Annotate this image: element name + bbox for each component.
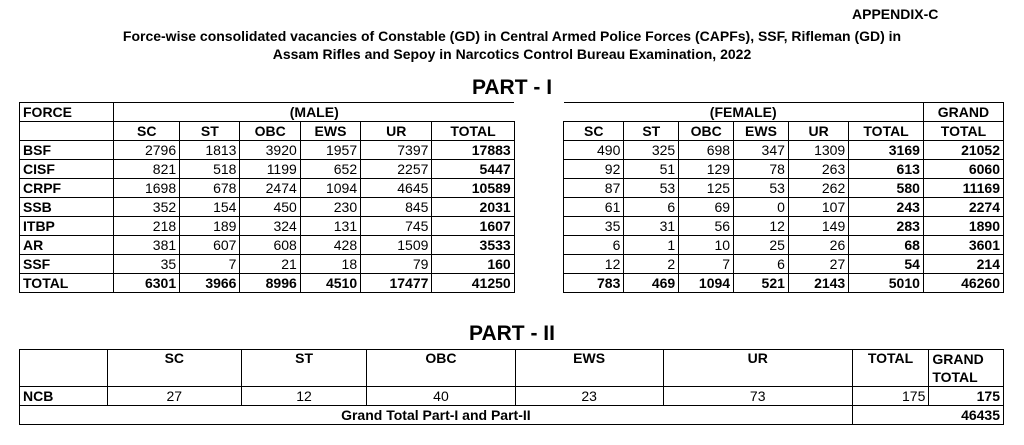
female-value-cell: 6 xyxy=(734,255,789,274)
female-value-cell: 31 xyxy=(624,217,679,236)
male-value-cell: 3920 xyxy=(240,141,300,160)
female-value-cell: 783 xyxy=(564,274,624,293)
female-value-cell: 10 xyxy=(679,236,734,255)
female-value-cell: 27 xyxy=(788,255,848,274)
grand-total-row xyxy=(20,406,1004,425)
male-value-cell: 17477 xyxy=(361,274,432,293)
male-total-cell: 10589 xyxy=(432,179,514,198)
male-col-ews: EWS xyxy=(300,122,360,141)
female-total-cell: 283 xyxy=(849,217,924,236)
grand-header: GRAND xyxy=(923,103,1003,122)
male-value-cell: 1094 xyxy=(300,179,360,198)
male-value-cell: 4510 xyxy=(300,274,360,293)
grand-total-cell: 11169 xyxy=(923,179,1003,198)
female-value-cell: 78 xyxy=(734,160,789,179)
male-value-cell: 230 xyxy=(300,198,360,217)
male-value-cell: 608 xyxy=(240,236,300,255)
value-cell: 27 xyxy=(107,387,241,406)
male-total-cell: 41250 xyxy=(432,274,514,293)
table-gap xyxy=(514,236,563,255)
female-value-cell: 35 xyxy=(564,217,624,236)
female-value-cell: 2 xyxy=(624,255,679,274)
table-gap xyxy=(514,217,563,236)
male-value-cell: 35 xyxy=(114,255,180,274)
male-value-cell: 1698 xyxy=(114,179,180,198)
female-value-cell: 125 xyxy=(679,179,734,198)
female-value-cell: 2143 xyxy=(788,274,848,293)
male-col-sc: SC xyxy=(114,122,180,141)
female-value-cell: 92 xyxy=(564,160,624,179)
female-total-cell: 613 xyxy=(849,160,924,179)
table-row xyxy=(20,236,1004,255)
force-name: BSF xyxy=(20,141,114,160)
male-value-cell: 450 xyxy=(240,198,300,217)
male-value-cell: 189 xyxy=(180,217,240,236)
female-value-cell: 149 xyxy=(788,217,848,236)
female-col-obc: OBC xyxy=(679,122,734,141)
female-value-cell: 12 xyxy=(564,255,624,274)
table-gap xyxy=(514,274,563,293)
force-name: TOTAL xyxy=(20,274,114,293)
male-value-cell: 2796 xyxy=(114,141,180,160)
female-total-cell: 68 xyxy=(849,236,924,255)
male-value-cell: 678 xyxy=(180,179,240,198)
male-total-cell: 160 xyxy=(432,255,514,274)
grand-total-header: TOTAL xyxy=(923,122,1003,141)
female-value-cell: 469 xyxy=(624,274,679,293)
grand-total-value: 46435 xyxy=(852,406,1003,425)
heading-line-1: Force-wise consolidated vacancies of Constable (GD) in Central Armed Police Forces (CAPFs), SSF, Rifleman (GD) in xyxy=(122,28,902,44)
female-value-cell: 6 xyxy=(564,236,624,255)
table-gap xyxy=(514,160,563,179)
part-2-ncb-row xyxy=(20,387,1004,406)
female-total-cell: 580 xyxy=(849,179,924,198)
force-name: AR xyxy=(20,236,114,255)
value-cell: 40 xyxy=(367,387,515,406)
female-value-cell: 51 xyxy=(624,160,679,179)
male-value-cell: 21 xyxy=(240,255,300,274)
male-col-ur: UR xyxy=(361,122,432,141)
male-value-cell: 607 xyxy=(180,236,240,255)
male-value-cell: 7397 xyxy=(361,141,432,160)
male-value-cell: 518 xyxy=(180,160,240,179)
part-2-header-row xyxy=(20,350,1004,387)
female-value-cell: 53 xyxy=(734,179,789,198)
part-2-force-header-cell xyxy=(20,350,108,387)
grand-total-cell: 175 xyxy=(929,387,1004,406)
force-header: FORCE xyxy=(20,103,114,122)
female-value-cell: 521 xyxy=(734,274,789,293)
part-2-col-ur: UR xyxy=(663,350,852,387)
total-cell: 175 xyxy=(852,387,929,406)
table-gap xyxy=(514,179,563,198)
female-col-sc: SC xyxy=(564,122,624,141)
male-value-cell: 1813 xyxy=(180,141,240,160)
female-total-cell: 243 xyxy=(849,198,924,217)
value-cell: 23 xyxy=(515,387,663,406)
female-value-cell: 12 xyxy=(734,217,789,236)
female-value-cell: 69 xyxy=(679,198,734,217)
part-2-col-obc: OBC xyxy=(367,350,515,387)
female-value-cell: 0 xyxy=(734,198,789,217)
female-col-ur: UR xyxy=(788,122,848,141)
part-1-header-row-1 xyxy=(20,103,1004,122)
force-name: NCB xyxy=(20,387,108,406)
grand-total-cell: 46260 xyxy=(923,274,1003,293)
table-row xyxy=(20,217,1004,236)
male-value-cell: 1199 xyxy=(240,160,300,179)
female-value-cell: 87 xyxy=(564,179,624,198)
male-value-cell: 154 xyxy=(180,198,240,217)
female-total-cell: 54 xyxy=(849,255,924,274)
male-value-cell: 1957 xyxy=(300,141,360,160)
male-header: (MALE) xyxy=(114,103,514,122)
male-value-cell: 6301 xyxy=(114,274,180,293)
grand-total-cell: 3601 xyxy=(923,236,1003,255)
male-value-cell: 845 xyxy=(361,198,432,217)
female-value-cell: 7 xyxy=(679,255,734,274)
value-cell: 12 xyxy=(241,387,367,406)
female-value-cell: 61 xyxy=(564,198,624,217)
force-name: CRPF xyxy=(20,179,114,198)
part-2-grand-total-header xyxy=(929,350,1004,387)
female-value-cell: 263 xyxy=(788,160,848,179)
male-total-cell: 2031 xyxy=(432,198,514,217)
female-value-cell: 53 xyxy=(624,179,679,198)
table-row xyxy=(20,255,1004,274)
part-2-col-st: ST xyxy=(241,350,367,387)
male-col-obc: OBC xyxy=(240,122,300,141)
female-value-cell: 129 xyxy=(679,160,734,179)
force-name: SSF xyxy=(20,255,114,274)
table-gap xyxy=(514,122,563,141)
table-row xyxy=(20,274,1004,293)
part-2-grand-total-label: TOTAL xyxy=(932,369,978,385)
male-total-cell: 5447 xyxy=(432,160,514,179)
part-2-grand-label: GRAND xyxy=(932,351,984,367)
male-value-cell: 131 xyxy=(300,217,360,236)
female-col-st: ST xyxy=(624,122,679,141)
value-cell: 73 xyxy=(663,387,852,406)
male-col-total: TOTAL xyxy=(432,122,514,141)
part-2-col-ews: EWS xyxy=(515,350,663,387)
male-value-cell: 324 xyxy=(240,217,300,236)
female-value-cell: 6 xyxy=(624,198,679,217)
female-value-cell: 698 xyxy=(679,141,734,160)
table-row xyxy=(20,160,1004,179)
male-total-cell: 17883 xyxy=(432,141,514,160)
male-value-cell: 2257 xyxy=(361,160,432,179)
heading-line-2: Assam Rifles and Sepoy in Narcotics Control Bureau Examination, 2022 xyxy=(272,46,752,62)
male-total-cell: 3533 xyxy=(432,236,514,255)
male-value-cell: 4645 xyxy=(361,179,432,198)
male-value-cell: 79 xyxy=(361,255,432,274)
female-value-cell: 1094 xyxy=(679,274,734,293)
male-value-cell: 428 xyxy=(300,236,360,255)
female-value-cell: 25 xyxy=(734,236,789,255)
male-value-cell: 1509 xyxy=(361,236,432,255)
table-row xyxy=(20,179,1004,198)
grand-total-cell: 21052 xyxy=(923,141,1003,160)
part-2-col-total: TOTAL xyxy=(852,350,929,387)
female-value-cell: 490 xyxy=(564,141,624,160)
table-gap xyxy=(514,141,563,160)
part-2-col-sc: SC xyxy=(107,350,241,387)
table-row xyxy=(20,141,1004,160)
force-name: SSB xyxy=(20,198,114,217)
male-value-cell: 2474 xyxy=(240,179,300,198)
table-gap xyxy=(514,103,563,122)
female-value-cell: 26 xyxy=(788,236,848,255)
grand-total-cell: 6060 xyxy=(923,160,1003,179)
male-value-cell: 218 xyxy=(114,217,180,236)
male-total-cell: 1607 xyxy=(432,217,514,236)
table-gap xyxy=(514,198,563,217)
male-value-cell: 381 xyxy=(114,236,180,255)
appendix-label: APPENDIX-C xyxy=(852,6,939,22)
female-value-cell: 347 xyxy=(734,141,789,160)
part-1-title: PART - I xyxy=(471,76,553,99)
female-total-cell: 5010 xyxy=(849,274,924,293)
part-2-title: PART - II xyxy=(469,322,555,345)
part-1-table xyxy=(19,102,1004,293)
male-value-cell: 8996 xyxy=(240,274,300,293)
female-value-cell: 325 xyxy=(624,141,679,160)
grand-total-label: Grand Total Part-I and Part-II xyxy=(20,406,853,425)
force-name: CISF xyxy=(20,160,114,179)
force-name: ITBP xyxy=(20,217,114,236)
table-row xyxy=(20,198,1004,217)
female-total-cell: 3169 xyxy=(849,141,924,160)
female-header: (FEMALE) xyxy=(564,103,924,122)
force-header-blank xyxy=(20,122,114,141)
part-1-header-row-2 xyxy=(20,122,1004,141)
male-value-cell: 7 xyxy=(180,255,240,274)
male-value-cell: 3966 xyxy=(180,274,240,293)
grand-total-cell: 214 xyxy=(923,255,1003,274)
grand-total-cell: 1890 xyxy=(923,217,1003,236)
female-col-ews: EWS xyxy=(734,122,789,141)
female-value-cell: 262 xyxy=(788,179,848,198)
male-value-cell: 652 xyxy=(300,160,360,179)
table-gap xyxy=(514,255,563,274)
female-value-cell: 1309 xyxy=(788,141,848,160)
document-heading xyxy=(0,27,1024,63)
female-value-cell: 1 xyxy=(624,236,679,255)
grand-total-cell: 2274 xyxy=(923,198,1003,217)
male-value-cell: 821 xyxy=(114,160,180,179)
female-value-cell: 56 xyxy=(679,217,734,236)
part-2-table xyxy=(19,349,1004,425)
female-value-cell: 107 xyxy=(788,198,848,217)
male-value-cell: 745 xyxy=(361,217,432,236)
male-value-cell: 352 xyxy=(114,198,180,217)
male-value-cell: 18 xyxy=(300,255,360,274)
female-col-total: TOTAL xyxy=(849,122,924,141)
male-col-st: ST xyxy=(180,122,240,141)
